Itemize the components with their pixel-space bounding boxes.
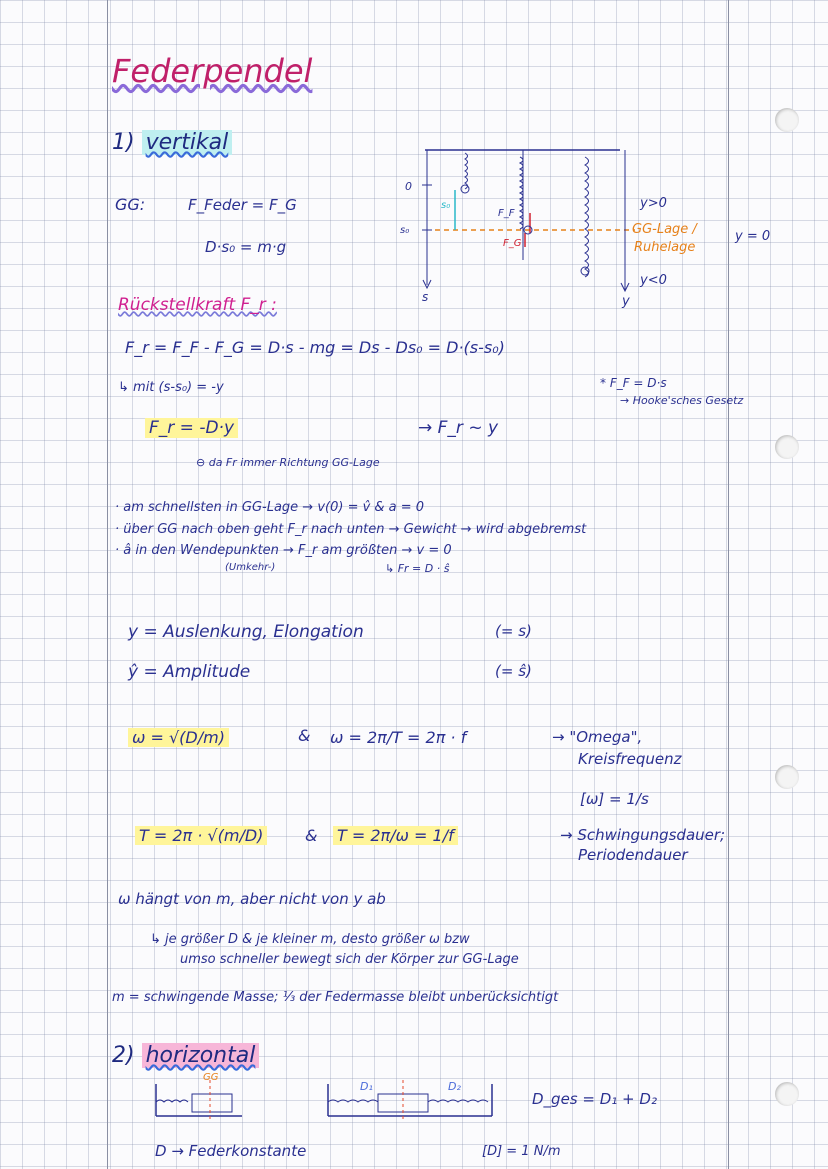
spring-d1-label: D₁ [360,1080,373,1093]
periodendauer-label: Periodendauer [578,846,688,864]
section-title: vertikal [142,130,233,155]
elongation-equivalent: (= s) [495,622,532,640]
elongation-definition: y = Auslenkung, Elongation [128,622,364,642]
punch-hole [775,108,799,132]
force-ff-label: F_F [498,208,515,219]
mass-note: m = schwingende Masse; ⅓ der Federmasse bleibt unberücksichtigt [112,990,559,1005]
period-and: & [305,826,318,845]
rueckstellkraft-heading: Rückstellkraft F_r : [118,295,277,315]
spring-d2-label: D₂ [448,1080,461,1093]
page-title: Federpendel [112,52,313,90]
substitution-line: ↳ mit (s-s₀) = -y [118,380,224,395]
axis-zero-label: 0 [405,180,412,193]
kreisfrequenz-label: Kreisfrequenz [578,750,682,768]
omega-formula-1: ω = √(D/m) [128,728,229,747]
section-heading-horizontal [112,1043,259,1068]
spring-constant-definition: D → Federkonstante [155,1142,307,1160]
amplitude-equivalent: (= ŝ) [495,662,532,680]
omega-explanation-2: umso schneller bewegt sich der Körper zur GG-Lage [180,952,519,967]
minus-sign-note: ⊖ da Fr immer Richtung GG-Lage [196,456,380,469]
restoring-force-formula: F_r = -D·y [145,418,238,438]
punch-hole [775,765,799,789]
bullet-item: · über GG nach oben geht F_r nach unten → Gewicht → wird abgebremst [115,522,587,537]
bullet-item: · â in den Wendepunkten → F_r am größten → v = 0 [115,543,452,558]
bullet-item: · am schnellsten in GG-Lage → v(0) = v̂ & a = 0 [115,500,425,515]
y-positive-label: y>0 [640,196,667,211]
period-note: → Schwingungsdauer; [560,826,726,844]
spring-constant-unit: [D] = 1 N/m [482,1144,561,1159]
axis-s0-label: s₀ [400,225,410,236]
gg-lage-label: GG-Lage / [632,222,697,237]
y-zero-label: y = 0 [735,229,771,244]
vertical-spring-diagram [395,145,645,310]
omega-unit: [ω] = 1/s [580,790,649,808]
margin-line-right [728,0,729,1169]
section-number: 1) [112,130,135,155]
umkehr-note: (Umkehr-) [225,562,276,573]
gg-equation-2: D·s₀ = m·g [205,238,287,256]
section-title: horizontal [142,1043,260,1068]
axis-s-label: s [422,290,429,304]
margin-line-left [107,0,108,1169]
gg-equation-1: F_Feder = F_G [188,196,297,214]
omega-and: & [298,726,311,745]
rueckstellkraft-equation: F_r = F_F - F_G = D·s - mg = Ds - Ds₀ = D·(s-s₀) [125,338,505,357]
hooke-equation: * F_F = D·s [600,376,667,390]
y-negative-label: y<0 [640,273,667,288]
restoring-force-proportionality: → F_r ~ y [418,418,499,438]
ruhelage-label: Ruhelage [634,240,696,255]
period-formula-1: T = 2π · √(m/D) [135,826,267,845]
amplitude-definition: ŷ = Amplitude [128,662,251,682]
dges-formula: D_ges = D₁ + D₂ [532,1090,657,1108]
section-number: 2) [112,1043,135,1068]
max-force-note: ↳ Fr = D · ŝ [385,562,450,575]
punch-hole [775,1082,799,1106]
period-formula-2: T = 2π/ω = 1/f [333,826,458,845]
omega-formula-2: ω = 2π/T = 2π · f [330,728,467,747]
omega-explanation-1: ↳ je größer D & je kleiner m, desto größer ω bzw [150,932,470,947]
spring-s0-label: s₀ [441,200,451,211]
y-axis-label: y [622,294,630,309]
hooke-law-label: → Hooke'sches Gesetz [620,394,744,407]
omega-note: → "Omega", [552,728,643,746]
force-fg-label: F_G [503,238,522,249]
gg-marker: GG [203,1072,219,1083]
gg-label: GG: [115,195,146,214]
punch-hole [775,435,799,459]
omega-dependency-note: ω hängt von m, aber nicht von y ab [118,890,386,908]
section-heading-vertical [112,130,232,155]
